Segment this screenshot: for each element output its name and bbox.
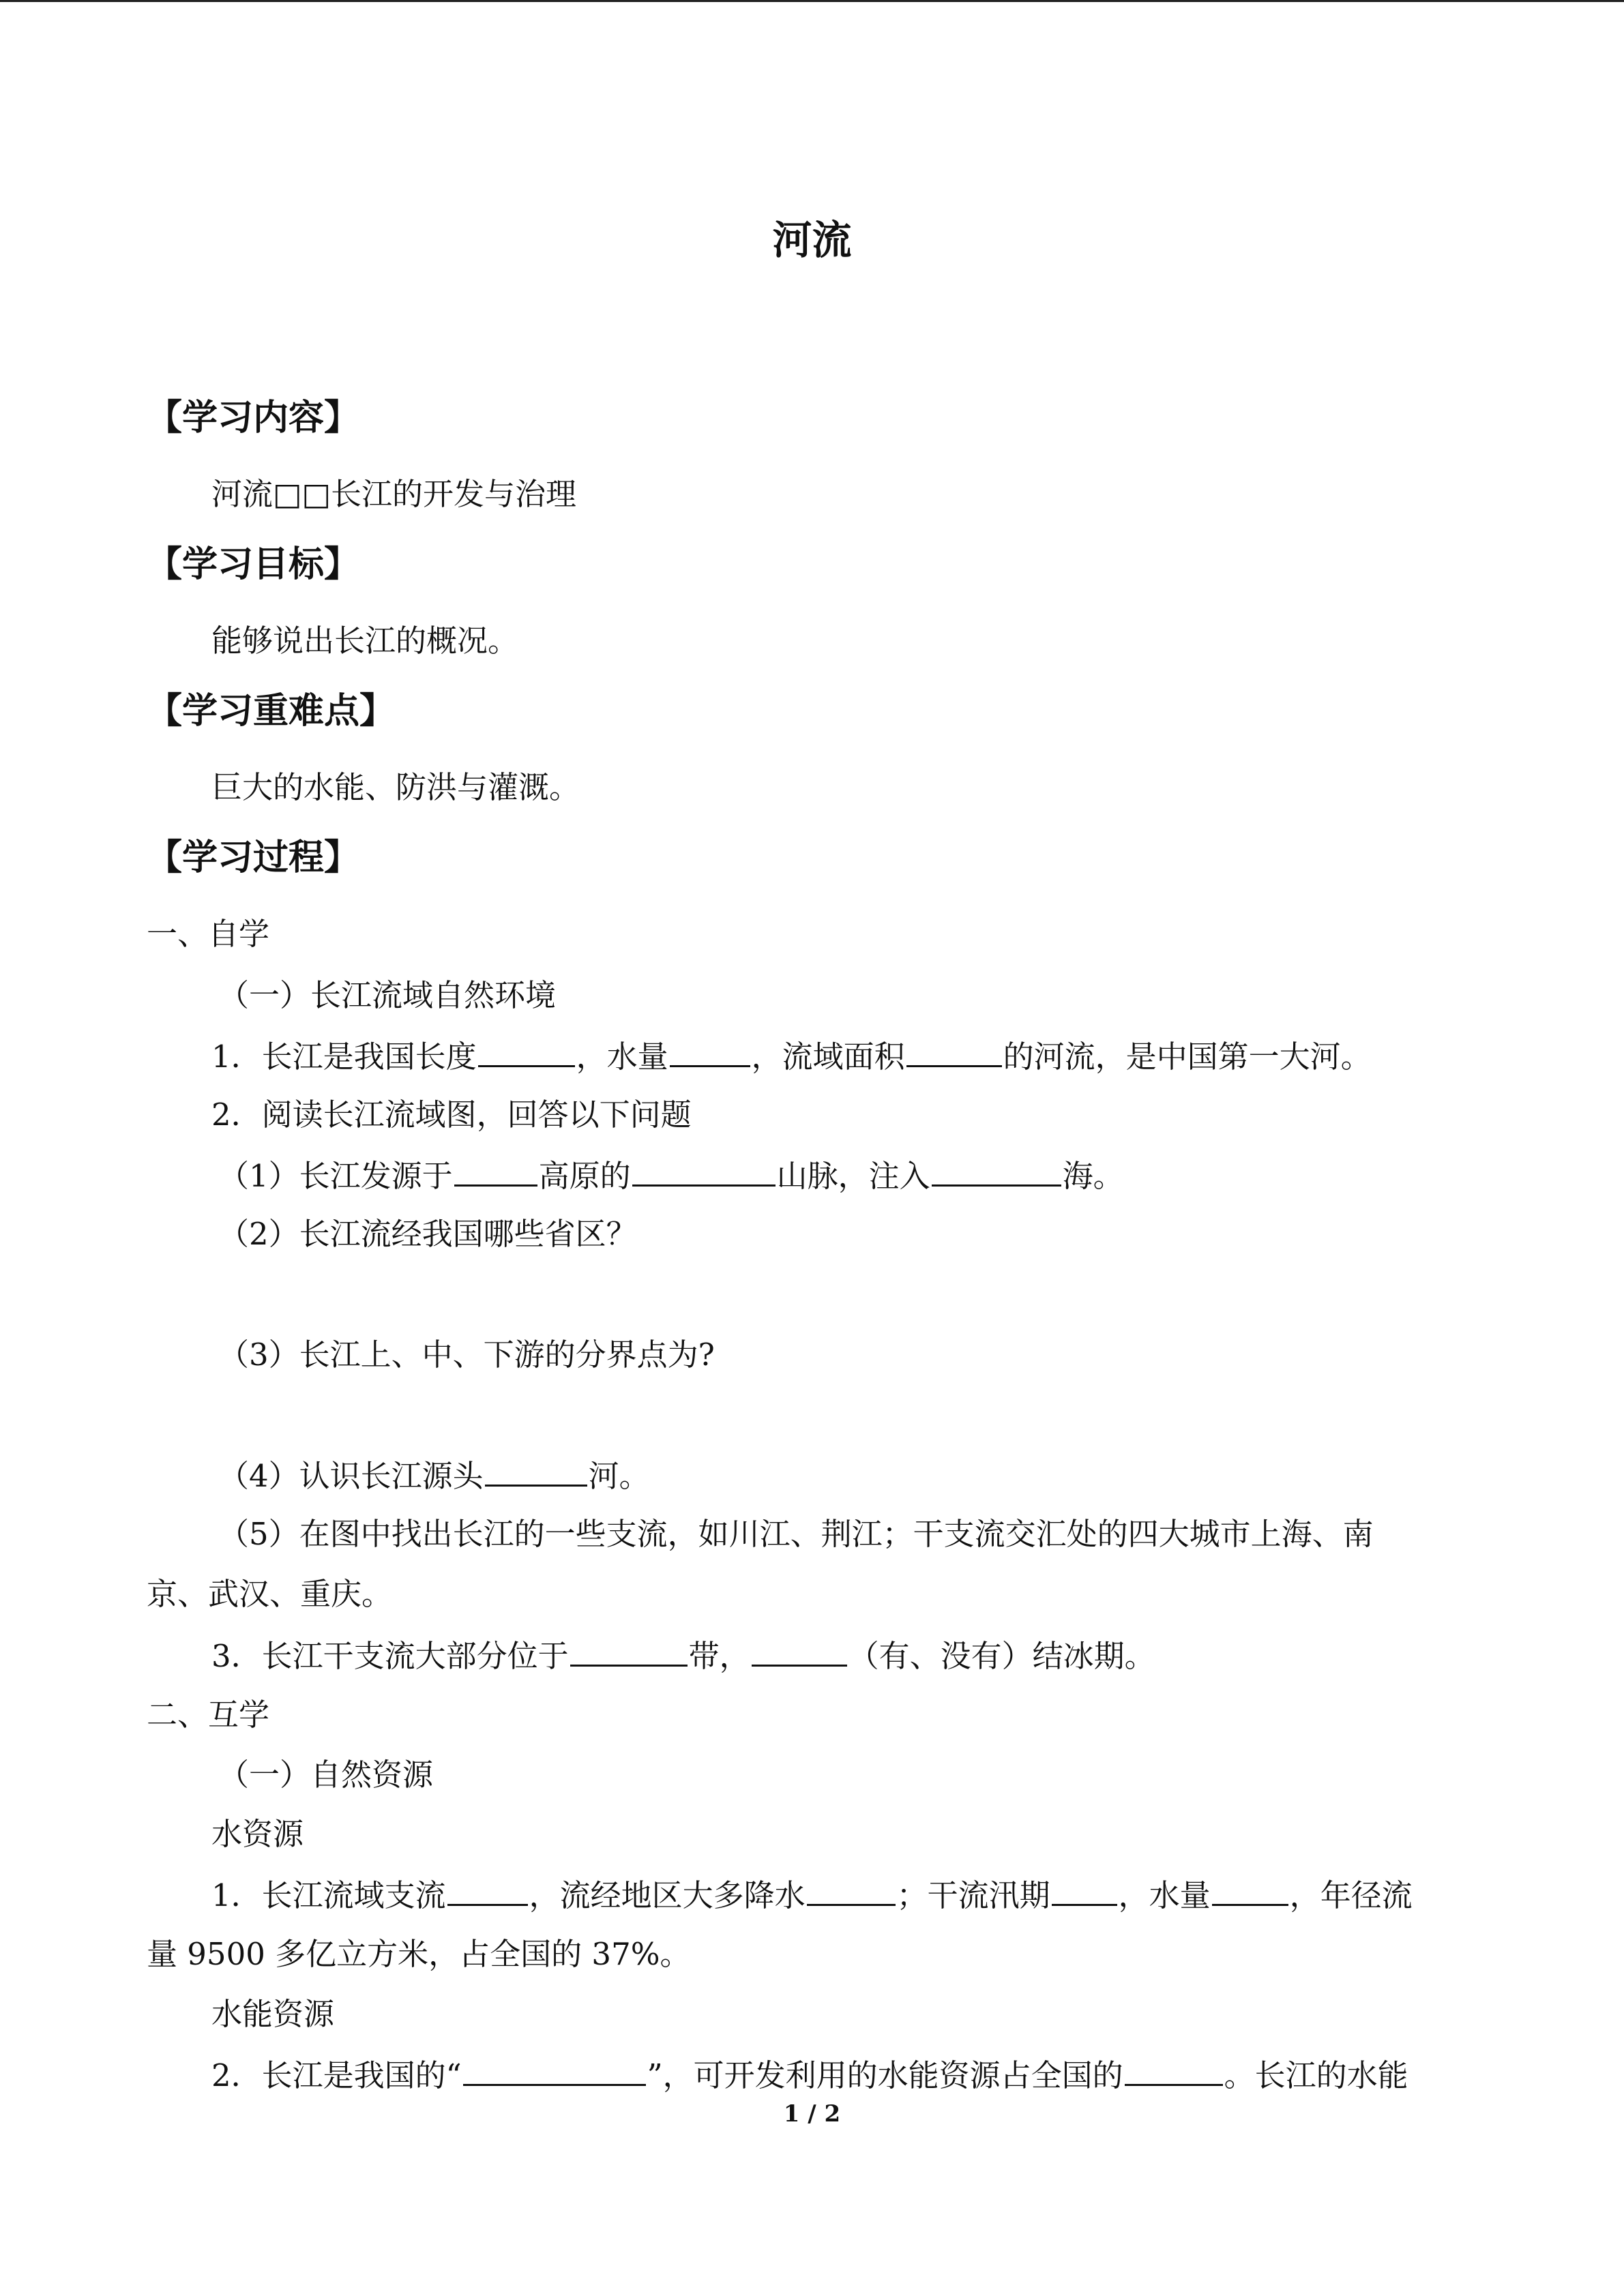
answer-blank[interactable] — [807, 1874, 896, 1906]
question-2-3: （3）长江上、中、下游的分界点为? — [218, 1337, 715, 1373]
answer-blank[interactable] — [632, 1154, 776, 1187]
q3-text-a: 3．长江干支流大部分位于 — [211, 1638, 569, 1674]
q2-1-text-c: 山脉，注入 — [776, 1158, 930, 1194]
q2-4-text-b: 河。 — [588, 1458, 650, 1494]
m2-text-a: 2．长江是我国的“ — [211, 2057, 462, 2093]
question-2-4 — [218, 1455, 650, 1497]
content-text: 河流□□长江的开发与治理 — [211, 476, 577, 512]
m2-text-b: ”，可开发利用的水能资源占全国的 — [647, 2057, 1123, 2093]
q1-text-d: 的河流，是中国第一大河。 — [1003, 1039, 1372, 1075]
self-study-label: 一、自学 — [147, 916, 270, 952]
answer-blank[interactable] — [478, 1035, 575, 1067]
question-2-5-line1: （5）在图中找出长江的一些支流，如川江、荆江；干支流交汇处的四大城市上海、南 — [218, 1516, 1374, 1552]
m1-text-d: ，水量 — [1118, 1877, 1211, 1913]
mutual-question-1-line2: 量 9500 多亿立方米，占全国的 37%。 — [147, 1936, 691, 1972]
mutual-question-2 — [211, 2054, 1408, 2096]
answer-blank[interactable] — [670, 1035, 750, 1067]
answer-blank[interactable] — [1125, 2054, 1223, 2086]
q2-4-text-a: （4）认识长江源头 — [218, 1458, 484, 1494]
answer-blank[interactable] — [752, 1635, 847, 1667]
answer-blank[interactable] — [906, 1035, 1002, 1067]
heading-process: 【学习过程】 — [147, 837, 360, 878]
m1-text-a: 1．长江流域支流 — [211, 1877, 446, 1913]
answer-blank[interactable] — [463, 2054, 646, 2086]
goal-text: 能够说出长江的概况。 — [211, 623, 519, 659]
question-2-1 — [218, 1154, 1124, 1197]
m2-text-c: 。长江的水能 — [1224, 2057, 1408, 2093]
page-number: 1 / 2 — [783, 2100, 841, 2128]
q3-text-c: （有、没有）结冰期。 — [848, 1638, 1155, 1674]
mutual-question-1-line1 — [211, 1874, 1413, 1916]
water-resource-label: 水资源 — [211, 1816, 304, 1852]
self-study-sub1: （一）长江流域自然环境 — [218, 977, 557, 1013]
mutual-study-sub1: （一）自然资源 — [218, 1757, 434, 1793]
answer-blank[interactable] — [1212, 1874, 1288, 1906]
answer-blank[interactable] — [485, 1455, 587, 1487]
question-2-5-line2: 京、武汉、重庆。 — [147, 1576, 393, 1612]
hydro-resource-label: 水能资源 — [211, 1996, 335, 2032]
answer-blank[interactable] — [1052, 1874, 1117, 1906]
q2-1-text-a: （1）长江发源于 — [218, 1158, 453, 1194]
page-title: 河流 — [772, 217, 852, 263]
mutual-study-label: 二、互学 — [147, 1697, 270, 1733]
q2-1-text-d: 海。 — [1062, 1158, 1124, 1194]
answer-blank[interactable] — [454, 1154, 537, 1187]
q1-text-c: ，流域面积 — [751, 1039, 905, 1075]
question-2-2: （2）长江流经我国哪些省区？ — [218, 1216, 637, 1252]
heading-key-points: 【学习重难点】 — [147, 691, 396, 732]
heading-goal: 【学习目标】 — [147, 544, 360, 585]
q1-text-a: 1．长江是我国长度 — [211, 1039, 477, 1075]
key-points-text: 巨大的水能、防洪与灌溉。 — [211, 769, 580, 805]
answer-blank[interactable] — [447, 1874, 528, 1906]
m1-text-c: ；干流汛期 — [896, 1877, 1050, 1913]
q1-text-b: ，水量 — [576, 1039, 668, 1075]
question-2: 2．阅读长江流域图，回答以下问题 — [211, 1097, 692, 1133]
question-1 — [211, 1035, 1372, 1077]
answer-blank[interactable] — [570, 1635, 688, 1667]
m1-text-e: ，年径流 — [1289, 1877, 1413, 1913]
q2-1-text-b: 高原的 — [538, 1158, 631, 1194]
answer-blank[interactable] — [932, 1154, 1061, 1187]
question-3 — [211, 1635, 1155, 1677]
top-border — [0, 0, 1624, 2]
m1-text-b: ，流经地区大多降水 — [529, 1877, 806, 1913]
heading-content: 【学习内容】 — [147, 398, 360, 438]
q3-text-b: 带， — [688, 1638, 750, 1674]
